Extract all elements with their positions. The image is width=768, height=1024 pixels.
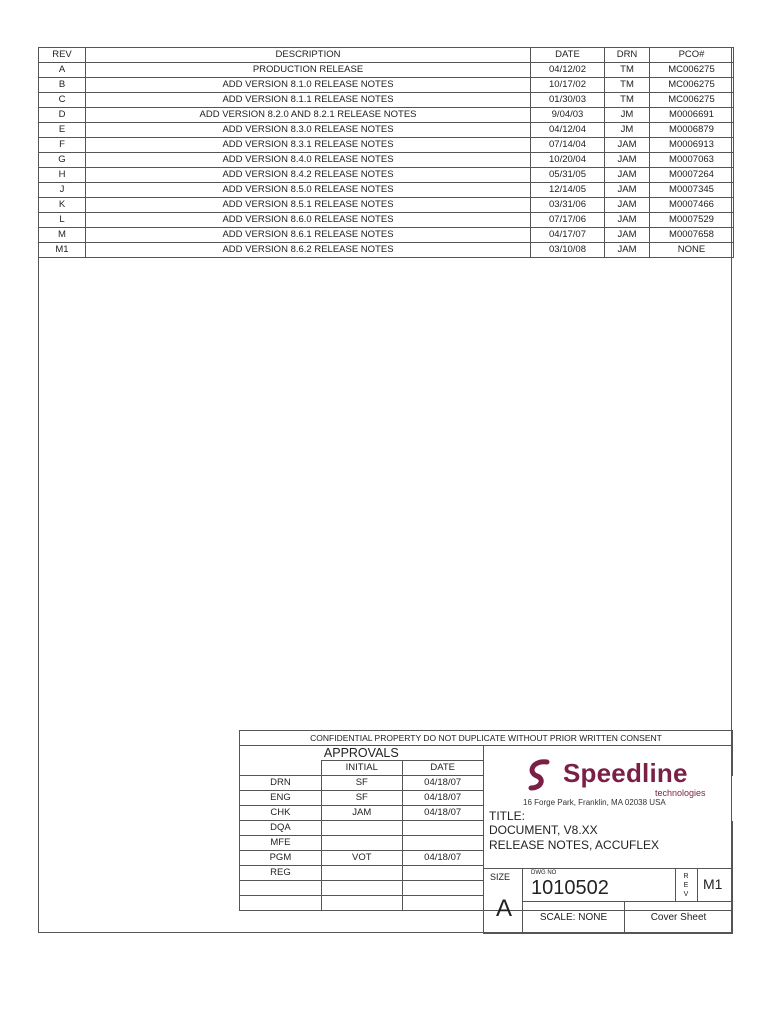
approval-date: 04/18/07 xyxy=(402,776,483,791)
revision-row xyxy=(39,138,734,153)
drn-cell: JAM xyxy=(605,228,650,243)
title-block xyxy=(239,730,733,934)
rev-cell: B xyxy=(39,78,86,93)
rev-cell: H xyxy=(39,168,86,183)
approval-initial: SF xyxy=(321,791,402,806)
description-cell: ADD VERSION 8.4.2 RELEASE NOTES xyxy=(86,168,531,183)
approval-role xyxy=(240,881,322,896)
revision-row xyxy=(39,153,734,168)
rev-label-cell xyxy=(675,868,698,902)
description-cell: ADD VERSION 8.2.0 AND 8.2.1 RELEASE NOTES xyxy=(86,108,531,123)
approval-role: CHK xyxy=(240,806,322,821)
confidential-notice: CONFIDENTIAL PROPERTY DO NOT DUPLICATE WITHOUT PRIOR WRITTEN CONSENT xyxy=(240,731,733,746)
description-header: DESCRIPTION xyxy=(86,48,531,63)
drn-cell: JAM xyxy=(605,198,650,213)
title-line-2: RELEASE NOTES, ACCUFLEX xyxy=(489,838,660,852)
drn-cell: JM xyxy=(605,108,650,123)
pco-header: PCO# xyxy=(650,48,734,63)
pco-cell: M0007063 xyxy=(650,153,734,168)
description-cell: ADD VERSION 8.5.0 RELEASE NOTES xyxy=(86,183,531,198)
drn-cell: JAM xyxy=(605,168,650,183)
drn-cell: TM xyxy=(605,78,650,93)
approval-date: 04/18/07 xyxy=(402,791,483,806)
approval-role: PGM xyxy=(240,851,322,866)
approval-date xyxy=(402,896,483,911)
pco-cell: M0006879 xyxy=(650,123,734,138)
rev-cell: M1 xyxy=(39,243,86,258)
revision-row xyxy=(39,228,734,243)
revision-row xyxy=(39,93,734,108)
approval-role xyxy=(240,896,322,911)
approval-date: 04/18/07 xyxy=(402,806,483,821)
description-cell: ADD VERSION 8.1.1 RELEASE NOTES xyxy=(86,93,531,108)
rev-cell: F xyxy=(39,138,86,153)
pco-cell: M0007658 xyxy=(650,228,734,243)
pco-cell: M0007466 xyxy=(650,198,734,213)
approval-date: 04/18/07 xyxy=(402,851,483,866)
revision-row xyxy=(39,63,734,78)
title-label: TITLE: xyxy=(489,809,526,823)
rev-cell: M xyxy=(39,228,86,243)
rev-value: M1 xyxy=(703,876,723,892)
approval-role: DQA xyxy=(240,821,322,836)
revision-row xyxy=(39,183,734,198)
approval-role: ENG xyxy=(240,791,322,806)
rev-cell: K xyxy=(39,198,86,213)
approvals-heading: APPROVALS xyxy=(240,746,484,761)
revision-row xyxy=(39,78,734,93)
speedline-swirl-icon xyxy=(523,758,559,794)
pco-cell: M0006691 xyxy=(650,108,734,123)
description-cell: ADD VERSION 8.5.1 RELEASE NOTES xyxy=(86,198,531,213)
approval-date-header: DATE xyxy=(402,761,483,776)
approval-role: MFE xyxy=(240,836,322,851)
size-label: SIZE xyxy=(490,872,511,882)
pco-cell: M0007345 xyxy=(650,183,734,198)
approval-date xyxy=(402,866,483,881)
company-address: 16 Forge Park, Franklin, MA 02038 USA xyxy=(523,798,666,807)
rev-label: R E V xyxy=(683,873,689,898)
rev-cell: D xyxy=(39,108,86,123)
description-cell: ADD VERSION 8.4.0 RELEASE NOTES xyxy=(86,153,531,168)
drn-cell: JAM xyxy=(605,153,650,168)
approval-date xyxy=(402,836,483,851)
sheet-cell xyxy=(624,901,733,934)
company-logo xyxy=(483,746,733,808)
revision-header-row xyxy=(39,48,734,63)
date-header: DATE xyxy=(531,48,605,63)
date-cell: 07/17/06 xyxy=(531,213,605,228)
revision-row xyxy=(39,243,734,258)
pco-cell: MC006275 xyxy=(650,93,734,108)
pco-cell: M0007264 xyxy=(650,168,734,183)
revision-table xyxy=(38,47,734,258)
date-cell: 04/12/02 xyxy=(531,63,605,78)
approval-initial: JAM xyxy=(321,806,402,821)
drn-cell: JAM xyxy=(605,243,650,258)
drn-cell: JM xyxy=(605,123,650,138)
description-cell: ADD VERSION 8.3.1 RELEASE NOTES xyxy=(86,138,531,153)
date-cell: 12/14/05 xyxy=(531,183,605,198)
rev-value-cell xyxy=(697,868,733,902)
dwg-no-cell xyxy=(522,868,676,902)
approval-initial xyxy=(321,866,402,881)
rev-cell: L xyxy=(39,213,86,228)
description-cell: ADD VERSION 8.3.0 RELEASE NOTES xyxy=(86,123,531,138)
approval-initial: VOT xyxy=(321,851,402,866)
dwg-no-value: 1010502 xyxy=(531,877,609,899)
company-subtitle: technologies xyxy=(655,788,706,798)
date-cell: 10/20/04 xyxy=(531,153,605,168)
approval-date xyxy=(402,881,483,896)
approval-date xyxy=(402,821,483,836)
pco-cell: M0007529 xyxy=(650,213,734,228)
revision-row xyxy=(39,123,734,138)
drn-cell: JAM xyxy=(605,138,650,153)
approval-initial xyxy=(321,821,402,836)
revision-row xyxy=(39,168,734,183)
size-cell xyxy=(483,868,523,934)
date-cell: 10/17/02 xyxy=(531,78,605,93)
pco-cell: NONE xyxy=(650,243,734,258)
description-cell: ADD VERSION 8.6.1 RELEASE NOTES xyxy=(86,228,531,243)
drn-cell: JAM xyxy=(605,183,650,198)
drn-cell: JAM xyxy=(605,213,650,228)
dwg-no-label: DWG NO xyxy=(531,870,557,876)
rev-cell: J xyxy=(39,183,86,198)
initial-header: INITIAL xyxy=(321,761,402,776)
role-header-blank xyxy=(240,761,322,776)
approval-initial xyxy=(321,896,402,911)
revision-row xyxy=(39,108,734,123)
rev-cell: E xyxy=(39,123,86,138)
revision-row xyxy=(39,213,734,228)
description-cell: ADD VERSION 8.6.2 RELEASE NOTES xyxy=(86,243,531,258)
pco-cell: M0006913 xyxy=(650,138,734,153)
approval-initial xyxy=(321,881,402,896)
date-cell: 05/31/05 xyxy=(531,168,605,183)
rev-cell: G xyxy=(39,153,86,168)
title-line-1: DOCUMENT, V8.XX xyxy=(489,823,598,837)
date-cell: 04/12/04 xyxy=(531,123,605,138)
date-cell: 03/10/08 xyxy=(531,243,605,258)
description-cell: ADD VERSION 8.6.0 RELEASE NOTES xyxy=(86,213,531,228)
date-cell: 9/04/03 xyxy=(531,108,605,123)
date-cell: 03/31/06 xyxy=(531,198,605,213)
description-cell: PRODUCTION RELEASE xyxy=(86,63,531,78)
sheet-value: Cover Sheet xyxy=(650,912,707,923)
pco-cell: MC006275 xyxy=(650,63,734,78)
approval-row xyxy=(240,821,733,836)
drn-cell: TM xyxy=(605,63,650,78)
rev-cell: A xyxy=(39,63,86,78)
scale-value: SCALE: NONE xyxy=(539,912,608,923)
company-name: Speedline xyxy=(563,758,688,788)
approval-role: REG xyxy=(240,866,322,881)
scale-cell xyxy=(522,901,625,934)
drn-cell: TM xyxy=(605,93,650,108)
pco-cell: MC006275 xyxy=(650,78,734,93)
approval-role: DRN xyxy=(240,776,322,791)
approval-initial xyxy=(321,836,402,851)
date-cell: 07/14/04 xyxy=(531,138,605,153)
approval-initial: SF xyxy=(321,776,402,791)
date-cell: 01/30/03 xyxy=(531,93,605,108)
description-cell: ADD VERSION 8.1.0 RELEASE NOTES xyxy=(86,78,531,93)
rev-header: REV xyxy=(39,48,86,63)
drn-header: DRN xyxy=(605,48,650,63)
size-value: A xyxy=(496,895,513,922)
revision-row xyxy=(39,198,734,213)
rev-cell: C xyxy=(39,93,86,108)
date-cell: 04/17/07 xyxy=(531,228,605,243)
